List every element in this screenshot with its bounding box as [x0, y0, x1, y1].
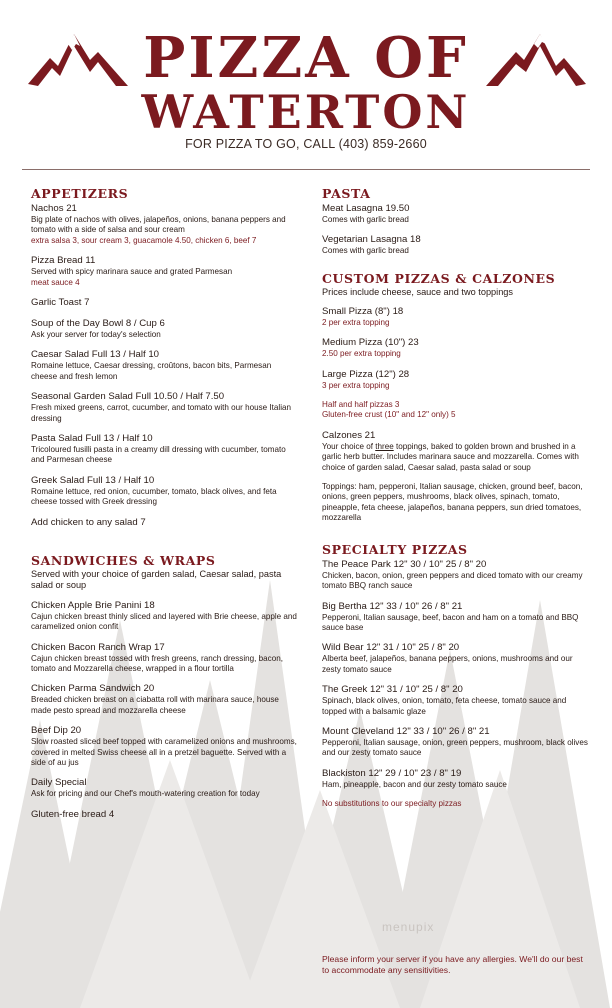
- phone-tagline: FOR PIZZA TO GO, CALL (403) 859-2660: [185, 137, 427, 151]
- item-description: Big plate of nachos with olives, jalapeños, onions, banana peppers and tomato with a side of salsa and sour cream: [31, 215, 286, 235]
- item-description: Cajun chicken breast thinly sliced and layered with Brie cheese, apple and caramelized onion confit: [31, 611, 297, 632]
- menu-item-pizza-bread: [31, 255, 297, 288]
- menu-item-beef-dip: [31, 725, 297, 768]
- item-name: Big Bertha 12" 33 / 10" 26 / 8" 21: [322, 600, 463, 612]
- specialty-footnote: [322, 799, 588, 809]
- item-description: Comes with garlic bread: [322, 215, 409, 224]
- menu-item-greek-salad: [31, 475, 297, 508]
- menu-item-nachos: [31, 203, 297, 246]
- calzone-desc-post: toppings, baked to golden brown and brushed in a garlic herb butter. Includes marinara sauce and mozzarella. Comes with choice of garden salad, Caesar salad, pasta salad or soup: [322, 441, 579, 472]
- item-name: Meat Lasagna 19.50: [322, 203, 410, 214]
- item-name: Chicken Apple Brie Panini 18: [31, 599, 155, 611]
- item-name: Add chicken to any salad 7: [31, 516, 146, 528]
- right-column: [322, 186, 588, 810]
- menu-item-garden-salad: [31, 391, 297, 424]
- item-name: Greek Salad Full 13 / Half 10: [31, 474, 155, 486]
- menu-item-the-greek: [322, 684, 588, 717]
- item-name: Pasta Salad Full 13 / Half 10: [31, 433, 153, 445]
- item-name: Caesar Salad Full 13 / Half 10: [31, 349, 159, 361]
- toppings-list: [322, 482, 588, 524]
- item-description: Spinach, black olives, onion, tomato, feta cheese, tomato sauce and topped with a balsamic glaze: [322, 696, 567, 716]
- sandwiches-title: SANDWICHES & WRAPS: [31, 552, 216, 568]
- no-substitutions-note: No substitutions to our specialty pizzas: [322, 799, 462, 809]
- item-description: Served with spicy marinara sauce and grated Parmesan: [31, 267, 233, 277]
- item-extras: extra salsa 3, sour cream 3, guacamole 4.50, chicken 6, beef 7: [31, 235, 257, 245]
- item-name: Pizza Bread 11: [31, 255, 96, 267]
- menu-item-large-pizza: [322, 369, 588, 391]
- half-and-half-note: Half and half pizzas 3: [322, 400, 400, 410]
- item-name: Nachos 21: [31, 203, 77, 214]
- item-description: Ham, pineapple, bacon and our zesty tomato sauce: [322, 779, 507, 789]
- menu-item-garlic-toast: [31, 297, 297, 309]
- item-description: Slow roasted sliced beef topped with caramelized onions and mushrooms, covered in melted Swiss cheese all in a pretzel baguette. Served with a side of au jus: [31, 737, 297, 767]
- pasta-title: PASTA: [322, 186, 371, 201]
- item-name: Large Pizza (12") 28: [322, 368, 410, 380]
- item-name: Vegetarian Lasagna 18: [322, 234, 421, 246]
- item-description: Pepperoni, Italian sausage, beef, bacon and ham on a tomato and BBQ sauce base: [322, 612, 579, 632]
- item-description: Romaine lettuce, red onion, cucumber, tomato, black olives, and feta cheese tossed with Greek dressing: [31, 486, 277, 507]
- menu-item-pasta-salad: [31, 433, 297, 466]
- menu-item-small-pizza: [322, 306, 588, 328]
- item-extras: 3 per extra topping: [322, 380, 390, 390]
- item-name: Seasonal Garden Salad Full 10.50 / Half 7.50: [31, 391, 225, 403]
- menu-item-gluten-free-bread: [31, 809, 297, 821]
- left-column: [31, 186, 297, 821]
- header-divider: [22, 169, 590, 170]
- restaurant-title-line1: PIZZA OF: [143, 25, 469, 91]
- menu-item-caesar-salad: [31, 349, 297, 382]
- item-description: [322, 442, 588, 473]
- item-description: Ask your server for today's selection: [31, 330, 161, 340]
- menu-item-big-bertha: [322, 601, 588, 634]
- menu-item-apple-brie-panini: [31, 600, 297, 633]
- item-description: Chicken, bacon, onion, green peppers and diced tomato with our creamy tomato BBQ ranch sauce: [322, 570, 583, 591]
- item-name: Calzones 21: [322, 429, 376, 441]
- item-extras: 2.50 per extra topping: [322, 349, 401, 359]
- item-description: Alberta beef, jalapeños, banana peppers, onions, mushrooms and our zesty tomato sauce: [322, 654, 573, 674]
- menu-item-add-chicken: [31, 517, 297, 529]
- item-name: Chicken Parma Sandwich 20: [31, 683, 155, 695]
- item-description: Cajun chicken breast tossed with fresh greens, ranch dressing, bacon, tomato and Mozzarella cheese, wrapped in a flour tortilla: [31, 653, 283, 673]
- menu-item-medium-pizza: [322, 337, 588, 359]
- item-name: Gluten-free bread 4: [31, 808, 115, 820]
- menu-item-chicken-parma: [31, 683, 297, 716]
- item-name: Blackiston 12" 29 / 10" 23 / 8" 19: [322, 767, 462, 779]
- item-name: Chicken Bacon Ranch Wrap 17: [31, 641, 165, 653]
- item-name: Garlic Toast 7: [31, 297, 90, 309]
- item-description: Tricoloured fusilli pasta in a creamy dill dressing with cucumber, tomato and Parmesan cheese: [31, 445, 286, 465]
- item-extras: meat sauce 4: [31, 277, 80, 287]
- gluten-free-crust-note: Gluten-free crust (10" and 12" only) 5: [322, 410, 456, 420]
- item-extras: 2 per extra topping: [322, 317, 390, 327]
- menu-item-wild-bear: [322, 642, 588, 675]
- custom-pizzas-title: CUSTOM PIZZAS & CALZONES: [322, 270, 556, 286]
- item-name: Mount Cleveland 12" 33 / 10" 26 / 8" 21: [322, 725, 490, 737]
- menu-item-veg-lasagna: [322, 234, 588, 256]
- item-name: Small Pizza (8") 18: [322, 305, 404, 317]
- menu-item-half-and-half: [322, 400, 588, 421]
- item-description: Pepperoni, Italian sausage, onion, green peppers, mushroom, black olives and our zesty tomato sauce: [322, 737, 588, 758]
- menu-item-mount-cleveland: [322, 726, 588, 759]
- item-name: Medium Pizza (10") 23: [322, 337, 419, 349]
- item-name: Wild Bear 12" 31 / 10" 25 / 8" 20: [322, 642, 460, 654]
- menu-item-daily-special: [31, 777, 297, 799]
- custom-pizzas-note: Prices include cheese, sauce and two toppings: [322, 286, 514, 297]
- allergy-notice: Please inform your server if you have any allergies. We'll do our best to accommodate any sensitivities.: [322, 954, 583, 975]
- item-description: Comes with garlic bread: [322, 246, 409, 256]
- calzone-desc-pre: Your choice of: [322, 441, 376, 451]
- menu-item-blackiston: [322, 768, 588, 790]
- item-name: Beef Dip 20: [31, 725, 82, 737]
- item-name: The Greek 12" 31 / 10" 25 / 8" 20: [322, 684, 463, 696]
- watermark: menupix: [382, 920, 435, 934]
- specialty-pizzas-title: SPECIALTY PIZZAS: [322, 541, 468, 557]
- menu-item-peace-park: [322, 559, 588, 592]
- menu-item-meat-lasagna: [322, 203, 588, 225]
- menu-item-bacon-ranch-wrap: [31, 642, 297, 675]
- item-name: Daily Special: [31, 777, 87, 789]
- item-description: Romaine lettuce, Caesar dressing, croûtons, bacon bits, Parmesan cheese and fresh lemon: [31, 361, 272, 381]
- restaurant-title-line2: WATERTON: [141, 85, 471, 139]
- item-description: Fresh mixed greens, carrot, cucumber, and tomato with our house Italian dressing: [31, 403, 292, 423]
- item-name: The Peace Park 12" 30 / 10" 25 / 8" 20: [322, 558, 487, 570]
- menu-item-soup: [31, 318, 297, 340]
- menu-item-calzones: [322, 430, 588, 473]
- item-description: Breaded chicken breast on a ciabatta roll with marinara sauce, house made pesto spread and mozzarella cheese: [31, 695, 279, 715]
- item-description: Ask for pricing and our Chef's mouth-watering creation for today: [31, 789, 260, 799]
- toppings-text: Toppings: ham, pepperoni, Italian sausage, chicken, ground beef, bacon, onions, green peppers, mushrooms, black olives, spinach, tomato, pineapple, feta cheese, jalapeños, banana peppers, sun dried tomatoes, mozzarella: [322, 482, 583, 523]
- item-name: Soup of the Day Bowl 8 / Cup 6: [31, 318, 165, 330]
- appetizers-title: APPETIZERS: [31, 186, 129, 201]
- calzone-desc-underlined: three: [375, 441, 394, 451]
- sandwiches-note: Served with your choice of garden salad, Caesar salad, pasta salad or soup: [31, 568, 282, 590]
